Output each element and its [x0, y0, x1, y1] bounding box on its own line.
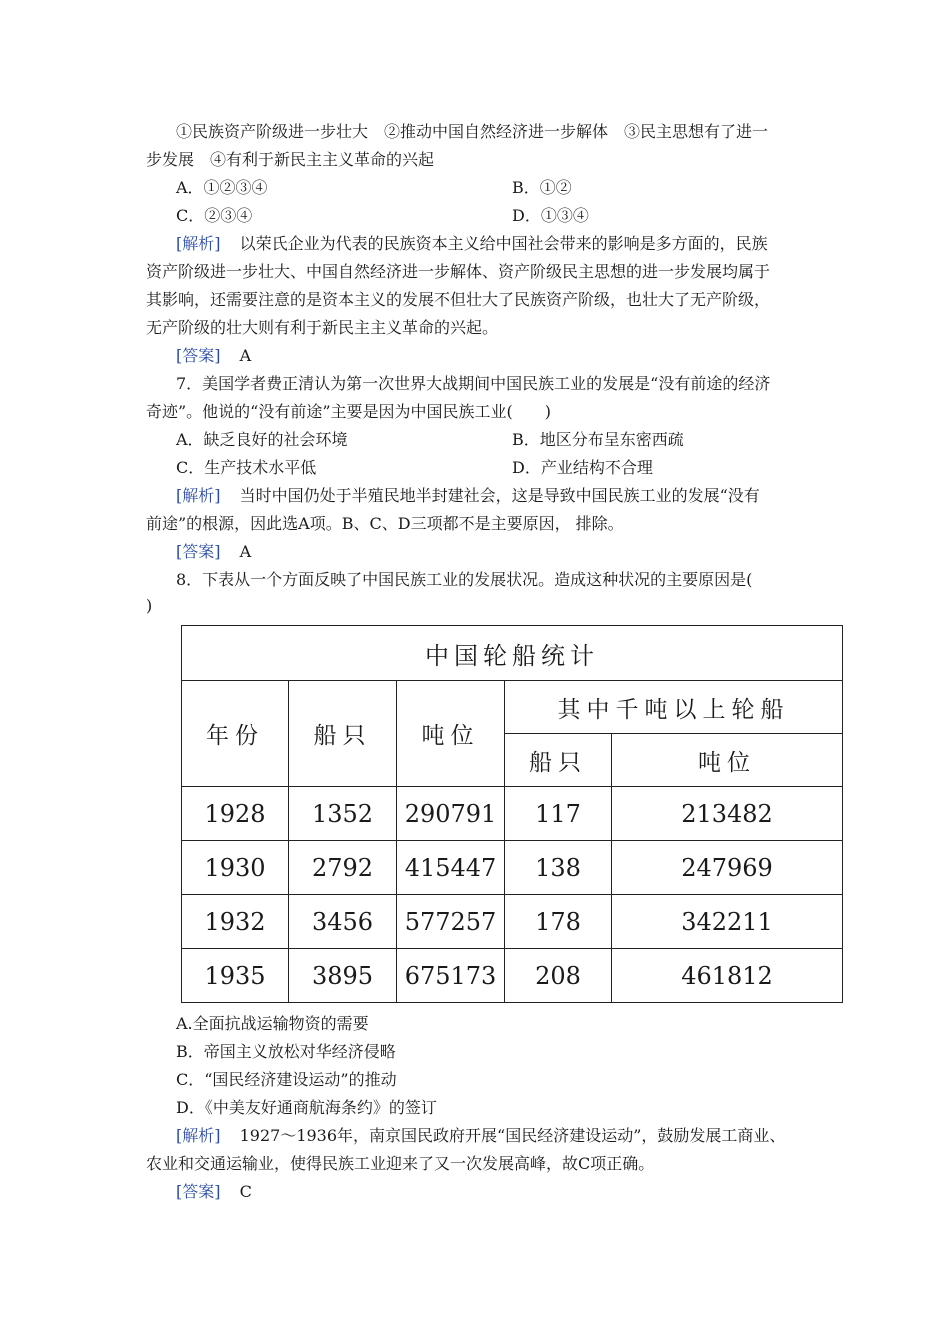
cell-big-tonnage: 247969: [612, 841, 843, 895]
analysis-text: 1927～1936年，南京国民政府开展“国民经济建设运动”，鼓励发展工商业、: [239, 1126, 786, 1145]
ship-statistics-table: [181, 625, 843, 1003]
cell-year: 1935: [182, 949, 289, 1003]
question-8-line-1: 8．下表从一个方面反映了中国民族工业的发展状况。造成这种状况的主要原因是(: [176, 570, 753, 589]
cell-year: 1928: [182, 787, 289, 841]
answer-8: [176, 1182, 252, 1202]
cell-big-tonnage: 213482: [612, 787, 843, 841]
cell-big-ships: 117: [505, 787, 612, 841]
table-row: [182, 895, 843, 949]
q7-option-a: A．缺乏良好的社会环境: [176, 430, 348, 449]
q8-option-a: A.全面抗战运输物资的需要: [176, 1014, 369, 1033]
statement-line-2: 步发展 ④有利于新民主主义革命的兴起: [146, 150, 435, 169]
header-ships: 船只: [289, 681, 397, 787]
header-large-ships-group: 其中千吨以上轮船: [505, 681, 843, 734]
subheader-tonnage: 吨位: [612, 734, 843, 787]
q8-option-d: D．《中美友好通商航海条约》的签订: [176, 1098, 437, 1117]
option-d: D．①③④: [512, 206, 589, 225]
cell-ships: 3456: [289, 895, 397, 949]
cell-year: 1932: [182, 895, 289, 949]
statement-line-1: ①民族资产阶级进一步壮大 ②推动中国自然经济进一步解体 ③民主思想有了进一: [176, 122, 769, 141]
analysis-tag: [解析]: [176, 1126, 221, 1145]
table-row: [182, 841, 843, 895]
answer-6: [176, 346, 251, 366]
cell-tonnage: 675173: [397, 949, 505, 1003]
answer-tag: [答案]: [176, 346, 221, 365]
answer-value: A: [239, 542, 252, 561]
analysis-text: 当时中国仍处于半殖民地半封建社会，这是导致中国民族工业的发展“没有: [239, 486, 760, 505]
analysis-7-line-1: [176, 486, 760, 506]
table-row: [182, 787, 843, 841]
q8-option-b: B．帝国主义放松对华经济侵略: [176, 1042, 396, 1061]
answer-tag: [答案]: [176, 542, 221, 561]
table-title: 中国轮船统计: [182, 626, 843, 681]
answer-value: A: [239, 346, 252, 365]
cell-tonnage: 577257: [397, 895, 505, 949]
option-b: B．①②: [512, 178, 572, 197]
header-tonnage: 吨位: [397, 681, 505, 787]
question-7-line-2: 奇迹”。他说的“没有前途”主要是因为中国民族工业( ): [146, 402, 552, 421]
analysis-7-line-2: 前途”的根源，因此选A项。B、C、D三项都不是主要原因， 排除。: [146, 514, 624, 533]
cell-tonnage: 415447: [397, 841, 505, 895]
analysis-6-line-4: 无产阶级的壮大则有利于新民主主义革命的兴起。: [146, 318, 499, 337]
analysis-tag: [解析]: [176, 486, 221, 505]
analysis-8-line-1: [176, 1126, 785, 1146]
header-year: 年份: [182, 681, 289, 787]
answer-7: [176, 542, 251, 562]
q8-option-c: C．“国民经济建设运动”的推动: [176, 1070, 397, 1089]
cell-big-ships: 138: [505, 841, 612, 895]
q7-option-d: D．产业结构不合理: [512, 458, 653, 477]
cell-tonnage: 290791: [397, 787, 505, 841]
analysis-6-line-1: [176, 234, 768, 254]
question-7-line-1: 7．美国学者费正清认为第一次世界大战期间中国民族工业的发展是“没有前途的经济: [176, 374, 771, 393]
analysis-6-line-3: 其影响，还需要注意的是资本主义的发展不但壮大了民族资产阶级，也壮大了无产阶级，: [146, 290, 771, 309]
cell-ships: 2792: [289, 841, 397, 895]
table-row: [182, 949, 843, 1003]
cell-ships: 1352: [289, 787, 397, 841]
answer-value: C: [239, 1182, 252, 1201]
cell-ships: 3895: [289, 949, 397, 1003]
cell-big-tonnage: 342211: [612, 895, 843, 949]
q7-option-c: C．生产技术水平低: [176, 458, 317, 477]
analysis-8-line-2: 农业和交通运输业，使得民族工业迎来了又一次发展高峰，故C项正确。: [146, 1154, 655, 1173]
cell-year: 1930: [182, 841, 289, 895]
analysis-text: 以荣氏企业为代表的民族资本主义给中国社会带来的影响是多方面的，民族: [239, 234, 768, 253]
q7-option-b: B．地区分布呈东密西疏: [512, 430, 684, 449]
option-a: A．①②③④: [176, 178, 268, 197]
cell-big-ships: 208: [505, 949, 612, 1003]
analysis-6-line-2: 资产阶级进一步壮大、中国自然经济进一步解体、资产阶级民主思想的进一步发展均属于: [146, 262, 771, 281]
cell-big-tonnage: 461812: [612, 949, 843, 1003]
answer-tag: [答案]: [176, 1182, 221, 1201]
analysis-tag: [解析]: [176, 234, 221, 253]
subheader-ships: 船只: [505, 734, 612, 787]
cell-big-ships: 178: [505, 895, 612, 949]
question-8-line-2: ): [146, 596, 153, 615]
option-c: C．②③④: [176, 206, 253, 225]
